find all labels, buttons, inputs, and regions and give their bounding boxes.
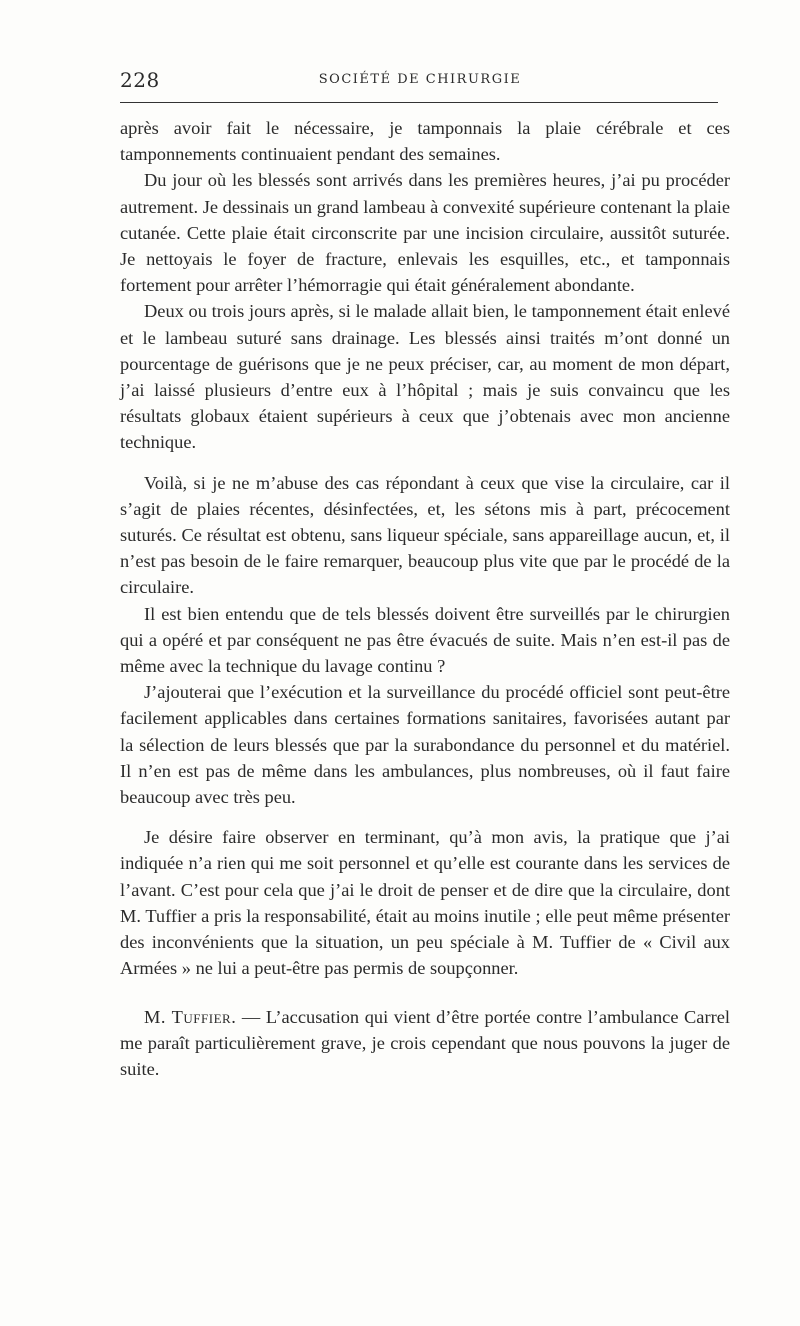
reply-text: — L’accusation qui vient d’être portée contre l’ambulance Carrel me paraît particulièrement grave, je crois cependant que nous pouvons la juger de suite. [120,1006,730,1079]
body-text [120,115,730,1082]
page-header [120,68,720,92]
speaker-name: M. Tuffier. [144,1006,237,1027]
header-divider [120,102,718,103]
paragraph-surveillance: Il est bien entendu que de tels blessés doivent être surveillés par le chirurgien qui a opéré et par conséquent ne pas être évacués de suite. Mais n’en est-il pas de même avec la technique du lavage continu ? [120,603,730,677]
paragraph-conclusion: Je désire faire observer en terminant, qu’à mon avis, la pratique que j’ai indiquée n’a rien qui me soit personnel et qu’elle est courante dans les services de l’avant. C’est pour cela que j’ai le droit de penser et de dire que la circulaire, dont M. Tuffier a pris la responsabilité, était au moins inutile ; elle peut même présenter des inconvénients que la situation, un peu spéciale à M. Tuffier de « Civil aux Armées » ne lui a peut-être pas permis de soupçonner. [120,827,730,979]
running-title: SOCIÉTÉ DE CHIRURGIE [318,72,522,87]
page-number: 228 [120,68,160,92]
paragraph-continuation: après avoir fait le nécessaire, je tamponnais la plaie cérébrale et ces tamponnements continuaient pendant des semaines. [120,118,730,165]
paragraph-circulaire: Voilà, si je ne m’abuse des cas répondant à ceux que vise la circulaire, car il s’agit de plaies récentes, désinfectées, et, les sétons mis à part, précocement suturés. Ce résultat est obtenu, sans liqueur spéciale, sans appareillage aucun, et, il n’est pas besoin de le faire remarquer, beaucoup plus vite que par le procédé de la circulaire. [120,472,730,598]
paragraph-tuffier-reply [120,1004,730,1083]
paragraph-results: Deux ou trois jours après, si le malade allait bien, le tamponnement était enlevé et le lambeau suturé sans drainage. Les blessés ainsi traités m’ont donné un pourcentage de guérisons que je ne peux préciser, car, au moment de mon départ, j’ai laissé plusieurs d’entre eux à l’hôpital ; mais je suis convaincu que les résultats globaux étaient supérieurs à ceux que j’obtenais avec mon ancienne technique. [120,301,730,453]
paragraph-technique: Du jour où les blessés sont arrivés dans les premières heures, j’ai pu procéder autrement. Je dessinais un grand lambeau à convexité supérieure contenant la plaie cutanée. Cette plaie était circonscrite par une incision circulaire, aussitôt suturée. Je nettoyais le foyer de fracture, enlevais les esquilles, etc., et tamponnais fortement pour arrêter l’hémorragie qui était généralement abondante. [120,170,730,296]
paragraph-execution: J’ajouterai que l’exécution et la surveillance du procédé officiel sont peut-être facilement applicables dans certaines formations sanitaires, favorisées autant par la sélection de leurs blessés que par la surabondance du personnel et du matériel. Il n’en est pas de même dans les ambulances, plus nombreuses, où il faut faire beaucoup avec très peu. [120,682,730,808]
